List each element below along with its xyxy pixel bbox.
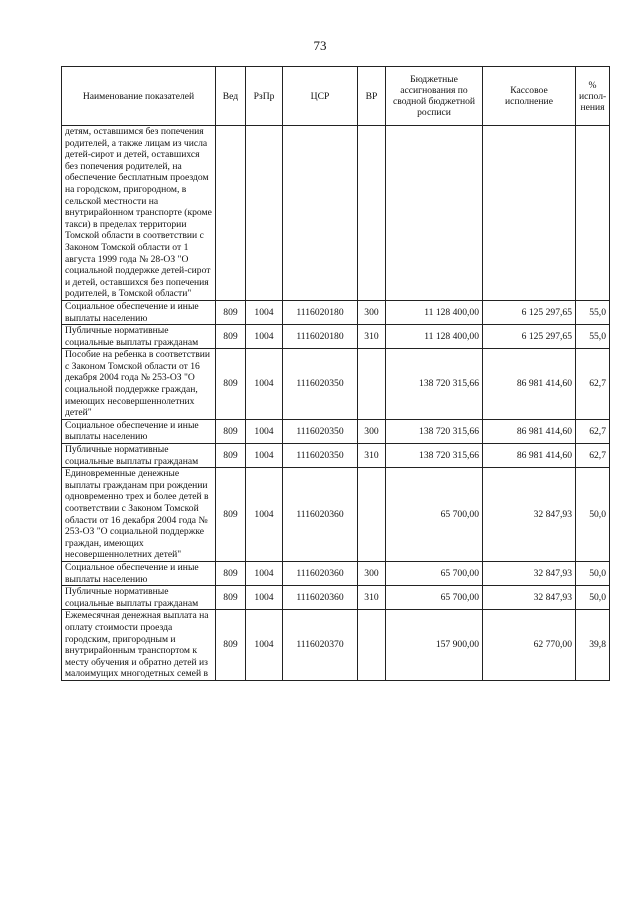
row-assignments: 11 128 400,00 (386, 325, 483, 349)
table-row (62, 419, 610, 443)
page-number: 73 (313, 38, 327, 53)
row-percent: 62,7 (576, 444, 610, 468)
row-execution: 6 125 297,65 (483, 325, 576, 349)
row-percent: 50,0 (576, 561, 610, 585)
row-percent: 55,0 (576, 300, 610, 324)
row-execution: 86 981 414,60 (483, 349, 576, 420)
row-execution: 32 847,93 (483, 586, 576, 610)
table-row (62, 468, 610, 562)
row-rzpr: 1004 (246, 561, 283, 585)
row-execution: 62 770,00 (483, 610, 576, 681)
header-csr: ЦСР (283, 67, 358, 126)
row-assignments: 138 720 315,66 (386, 419, 483, 443)
row-percent: 62,7 (576, 419, 610, 443)
table-row-continuation (62, 126, 610, 301)
row-execution: 32 847,93 (483, 561, 576, 585)
row-ved: 809 (216, 561, 246, 585)
row-rzpr: 1004 (246, 444, 283, 468)
row-ved: 809 (216, 300, 246, 324)
row-vr: 310 (358, 586, 386, 610)
row-percent: 62,7 (576, 349, 610, 420)
row-ved: 809 (216, 586, 246, 610)
table-row (62, 586, 610, 610)
row-assignments: 157 900,00 (386, 610, 483, 681)
header-ved: Вед (216, 67, 246, 126)
row-name: Публичные нормативные социальные выплаты гражданам (62, 325, 216, 349)
row-vr (358, 349, 386, 420)
row-rzpr: 1004 (246, 325, 283, 349)
row-name: Социальное обеспечение и иные выплаты населению (62, 419, 216, 443)
row-execution: 6 125 297,65 (483, 300, 576, 324)
table-row (62, 300, 610, 324)
budget-execution-table (61, 66, 610, 681)
row-ved: 809 (216, 325, 246, 349)
row-vr: 310 (358, 444, 386, 468)
header-rzpr: РзПр (246, 67, 283, 126)
row-rzpr: 1004 (246, 610, 283, 681)
row-percent: 39,8 (576, 610, 610, 681)
row-name: Социальное обеспечение и иные выплаты населению (62, 561, 216, 585)
row-csr: 1116020360 (283, 468, 358, 562)
continuation-text: детям, оставшимся без попечения родителей, а также лицам из числа детей-сирот и детей, оставшихся без попечения родителей, на обеспечение бесплатным проездом на городском, пригородном, в сельской местности на внутрирайонном транспорте (кроме такси) в пределах территории Томской области в соответствии с Законом Томской области от 1 августа 1999 года № 28-ОЗ "О социальной поддержке детей-сирот и детей, оставшихся без попечения родителей, в Томской области" (62, 126, 216, 301)
row-execution: 86 981 414,60 (483, 419, 576, 443)
row-ved: 809 (216, 349, 246, 420)
header-percent: % испол-нения (576, 67, 610, 126)
row-execution: 32 847,93 (483, 468, 576, 562)
table-row (62, 325, 610, 349)
table-row (62, 349, 610, 420)
row-csr: 1116020350 (283, 349, 358, 420)
row-name: Публичные нормативные социальные выплаты гражданам (62, 586, 216, 610)
row-rzpr: 1004 (246, 300, 283, 324)
header-vr: ВР (358, 67, 386, 126)
table-row (62, 610, 610, 681)
row-vr: 310 (358, 325, 386, 349)
row-name: Ежемесячная денежная выплата на оплату стоимости проезда городским, пригородным и внутрирайонным транспортом к месту обучения и обратно детей из малоимущих многодетных семей в (62, 610, 216, 681)
row-assignments: 138 720 315,66 (386, 349, 483, 420)
row-percent: 50,0 (576, 586, 610, 610)
row-name: Единовременные денежные выплаты гражданам при рождении одновременно трех и более детей в соответствии с Законом Томской области от 16 декабря 2004 года № 253-ОЗ "О социальной поддержке граждан, имеющих несовершеннолетних детей" (62, 468, 216, 562)
header-execution: Кассовое исполнение (483, 67, 576, 126)
row-assignments: 65 700,00 (386, 561, 483, 585)
row-vr (358, 468, 386, 562)
row-csr: 1116020350 (283, 444, 358, 468)
row-assignments: 11 128 400,00 (386, 300, 483, 324)
row-csr: 1116020350 (283, 419, 358, 443)
table-header-row (62, 67, 610, 126)
row-csr: 1116020180 (283, 300, 358, 324)
table-row (62, 444, 610, 468)
row-ved: 809 (216, 444, 246, 468)
row-assignments: 65 700,00 (386, 586, 483, 610)
row-name: Пособие на ребенка в соответствии с Законом Томской области от 16 декабря 2004 года № 253-ОЗ "О социальной поддержке граждан, имеющих несовершеннолетних детей" (62, 349, 216, 420)
row-vr (358, 610, 386, 681)
row-ved: 809 (216, 468, 246, 562)
row-csr: 1116020360 (283, 561, 358, 585)
row-percent: 55,0 (576, 325, 610, 349)
row-csr: 1116020180 (283, 325, 358, 349)
row-vr: 300 (358, 419, 386, 443)
row-rzpr: 1004 (246, 419, 283, 443)
row-rzpr: 1004 (246, 468, 283, 562)
row-rzpr: 1004 (246, 586, 283, 610)
row-percent: 50,0 (576, 468, 610, 562)
row-assignments: 138 720 315,66 (386, 444, 483, 468)
header-name: Наименование показателей (62, 67, 216, 126)
header-assignments: Бюджетные ассигнования по сводной бюджетной росписи (386, 67, 483, 126)
row-vr: 300 (358, 561, 386, 585)
table-row (62, 561, 610, 585)
row-name: Социальное обеспечение и иные выплаты населению (62, 300, 216, 324)
row-vr: 300 (358, 300, 386, 324)
row-rzpr: 1004 (246, 349, 283, 420)
row-assignments: 65 700,00 (386, 468, 483, 562)
row-ved: 809 (216, 610, 246, 681)
row-csr: 1116020360 (283, 586, 358, 610)
row-execution: 86 981 414,60 (483, 444, 576, 468)
row-ved: 809 (216, 419, 246, 443)
row-csr: 1116020370 (283, 610, 358, 681)
row-name: Публичные нормативные социальные выплаты гражданам (62, 444, 216, 468)
